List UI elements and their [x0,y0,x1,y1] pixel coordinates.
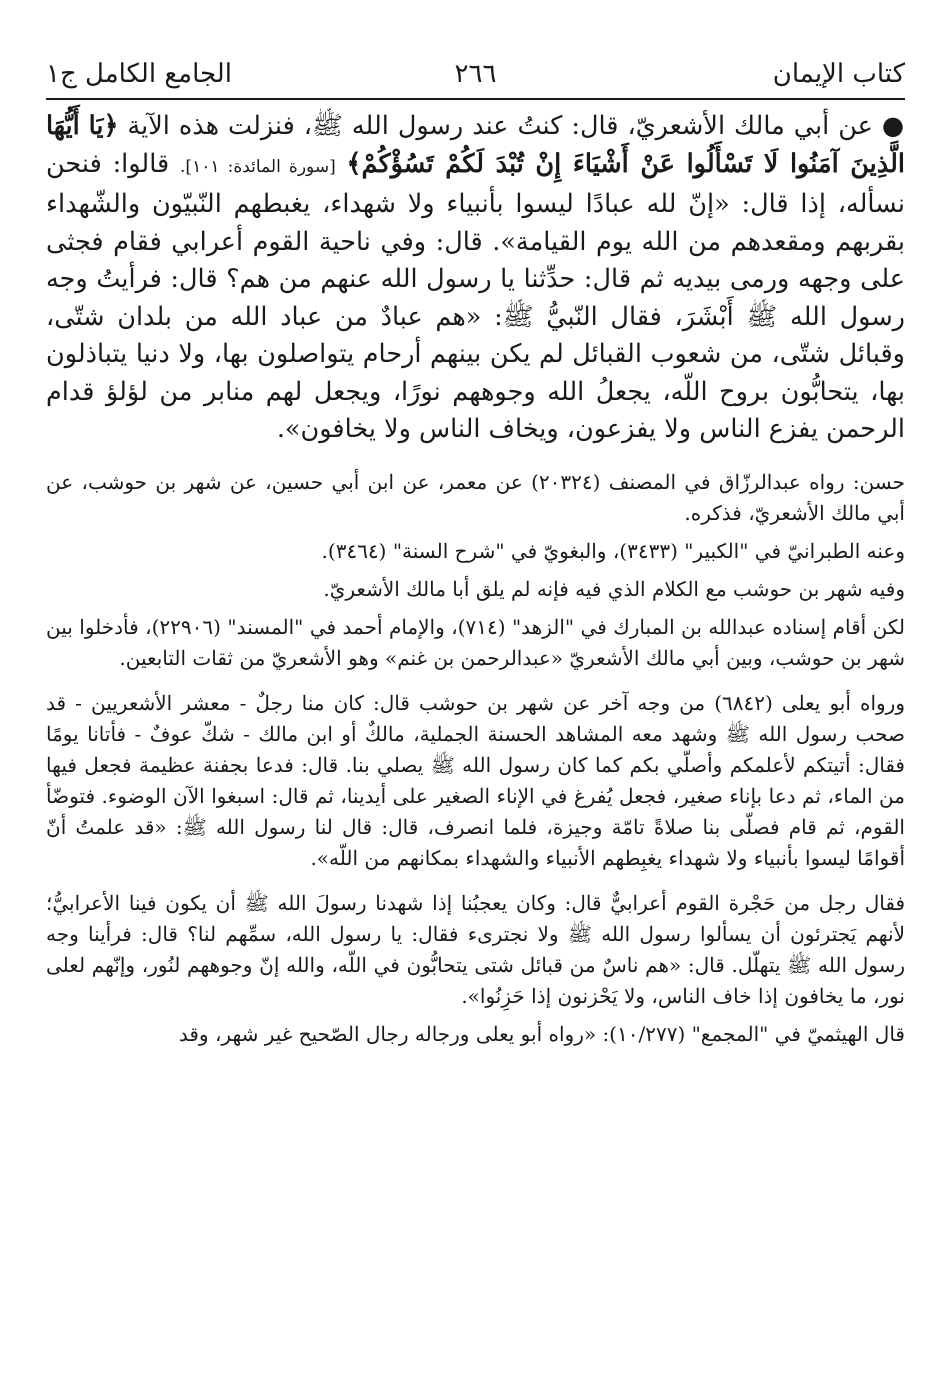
hadith-text [46,108,905,449]
page-number: ٢٦٦ [454,59,497,89]
note-grading: حسن: رواه عبدالرزّاق في المصنف (٢٠٣٢٤) عن معمر، عن ابن أبي حسين، عن شهر بن حوشب، عن أبي مالك الأشعريّ، فذكره. [46,469,905,525]
book-title: كتاب الإيمان [772,59,905,89]
note-abu-yala: ورواه أبو يعلى (٦٨٤٢) من وجه آخر عن شهر بن حوشب قال: كان منا رجلٌ - معشر الأشعريين - قد صحب رسول الله ﷺ وشهد معه المشاهد الحسنة الجملية، مالكٌ أو ابن مالك - شكّ عوفٌ - فأتانا يومًا فقال: أتيتكم لأعلمكم وأصلّي بكم كما كان رسول الله ﷺ يصلي بنا. قال: فدعا بجفنة عظيمة فجعل فيها من الماء، ثم دعا بإناء صغير، فجعل يُفرغ في الإناء الصغير على أيدينا، ثم قال: اسبغوا الآن الوضوء. فتوضّأ القوم، ثم قام فصلّى بنا صلاةً تامّة وجيزة، فلما انصرف، قال: قال لنا رسول الله ﷺ: «قد علمتُ أنّ أقوامًا ليسوا بأنبياء ولا شهداء يغبِطهم الأنبياء والشهداء بمكانهم من اللّه». [46,690,905,870]
running-header [46,54,905,98]
footnotes [46,467,905,1050]
header-rule [46,98,905,100]
quran-verse: ﴿يَا أَيُّهَا الَّذِينَ آمَنُوا لَا تَسْأَلُوا عَنْ أَشْيَاءَ إِنْ تُبْدَ لَكُمْ تَسُؤْكُمْ﴾ [46,111,905,179]
note-haythami: قال الهيثميّ في "المجمع" (١٠/٢٧٧): «رواه أبو يعلى ورجاله رجال الصّحيح غير شهر، وقد [178,1021,905,1046]
running-title: الجامع الكامل ج١ [46,59,232,89]
note-tabarani: وعنه الطبرانيّ في "الكبير" (٣٤٣٣)، والبغويّ في "شرح السنة" (٣٤٦٤). [321,538,905,563]
quran-reference: [سورة المائدة: ١٠١]. [180,156,336,177]
note-isnad: لكن أقام إسناده عبدالله بن المبارك في "الزهد" (٧١٤)، والإمام أحمد في "المسند" (٢٢٩٠٦)، فأدخلوا بين شهر بن حوشب، وبين أبي مالك الأشعريّ «عبدالرحمن بن غنم» وهو الأشعريّ من ثقات التابعين. [46,614,905,670]
note-arabi: فقال رجل من حَجْرة القوم أعرابيٌّ قال: وكان يعجبُنا إذا شهدنا رسولَ الله ﷺ أن يكون فينا الأعرابيُّ؛ لأنهم يَجترئون أن يسألوا رسول الله ﷺ ولا نجترىء فقال: يا رسول الله، سمِّهم لنا؟ قال: فرأينا وجه رسول الله ﷺ يتهلّل. قال: «هم ناسٌ من قبائل شتى يتحابُّون في اللّه، والله إنّ وجوههم لنُور، وإنّهم لعلى نور، ما يخافون إذا خاف الناس، ولا يَحْزنون إذا حَزِنُوا». [46,890,905,1008]
hadith-paragraph [46,108,905,449]
hadith-intro: ● عن أبي مالك الأشعريّ، قال: كنتُ عند رسول الله ﷺ، فنزلت هذه الآية [127,111,905,141]
note-shahr: وفيه شهر بن حوشب مع الكلام الذي فيه فإنه لم يلق أبا مالك الأشعريّ. [323,576,905,601]
hadith-body: قالوا: فنحن نسأله، إذا قال: «إنّ لله عبادًا ليسوا بأنبياء ولا شهداء، يغبطهم النّبيّون والشّهداء بقربهم ومقعدهم من الله يوم القيامة». قال: وفي ناحية القوم أعرابي فقام فجثى على وجهه ورمى بيديه ثم قال: حدِّثنا يا رسول الله عنهم من هم؟ قال: فرأيتُ وجه رسول الله ﷺ أَبْشَرَ، فقال النّبيُّ ﷺ: «هم عبادٌ من عباد الله من بلدان شتّى، وقبائل شتّى، من شعوب القبائل لم يكن بينهم أرحام يتواصلون بها، ولا دنيا يتباذلون بها، يتحابُّون بروح اللّه، يجعلُ الله وجوههم نورًا، ويجعل لهم منابر من لؤلؤ قدام الرحمن يفزع الناس ولا يفزعون، ويخاف الناس ولا يخافون». [46,148,905,444]
